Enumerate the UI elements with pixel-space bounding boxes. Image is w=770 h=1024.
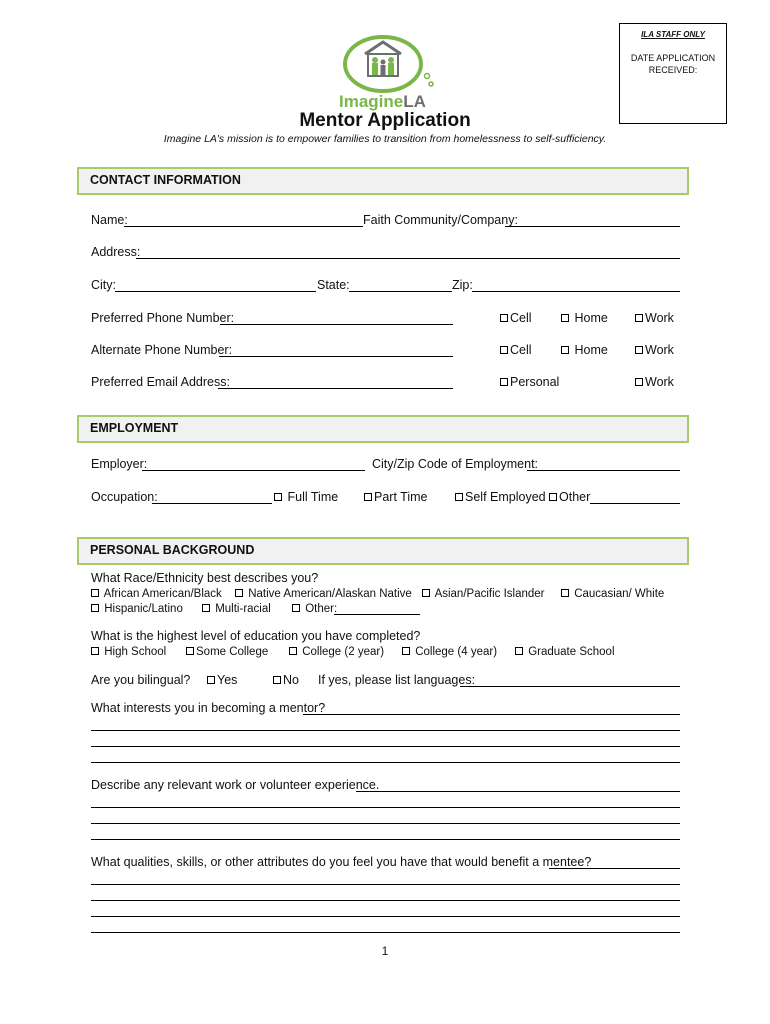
- preferred-email-label: Preferred Email Address:: [91, 375, 230, 389]
- state-label: State:: [317, 278, 350, 292]
- checkbox-icon: [235, 589, 243, 597]
- preferred-phone-cell-checkbox[interactable]: Cell: [500, 311, 532, 325]
- state-field[interactable]: [349, 291, 452, 292]
- preferred-email-field[interactable]: [218, 388, 453, 389]
- checkbox-icon: [292, 604, 300, 612]
- checkbox-icon: [186, 647, 194, 655]
- bilingual-yes-checkbox[interactable]: Yes: [207, 673, 237, 687]
- checkbox-icon: [422, 589, 430, 597]
- race-option-other[interactable]: Other:: [292, 602, 337, 616]
- background-heading: PERSONAL BACKGROUND: [90, 543, 255, 557]
- contact-section-header: [77, 167, 689, 195]
- address-field[interactable]: [136, 258, 680, 259]
- alternate-phone-home-checkbox[interactable]: Home: [561, 343, 608, 357]
- qualities-field-line-5[interactable]: [91, 932, 680, 933]
- employment-cityzip-field[interactable]: [527, 470, 680, 471]
- employer-label: Employer:: [91, 457, 148, 471]
- checkbox-icon: [500, 314, 508, 322]
- full-time-checkbox[interactable]: Full Time: [274, 490, 338, 504]
- checkbox-icon: [549, 493, 557, 501]
- logo-la-text: LA: [403, 92, 426, 111]
- experience-field-line-3[interactable]: [91, 823, 680, 824]
- race-question: What Race/Ethnicity best describes you?: [91, 571, 319, 585]
- bilingual-no-checkbox[interactable]: No: [273, 673, 299, 687]
- date-received-label-1: DATE APPLICATION: [630, 53, 716, 63]
- checkbox-icon: [202, 604, 210, 612]
- checkbox-icon: [515, 647, 523, 655]
- checkbox-icon: [561, 314, 569, 322]
- contact-heading: CONTACT INFORMATION: [90, 173, 241, 187]
- alternate-phone-field[interactable]: [219, 356, 453, 357]
- employment-heading: EMPLOYMENT: [90, 421, 179, 435]
- checkbox-icon: [500, 346, 508, 354]
- qualities-field-line-2[interactable]: [91, 884, 680, 885]
- name-field[interactable]: [124, 226, 363, 227]
- checkbox-icon: [91, 647, 99, 655]
- occupation-field[interactable]: [152, 503, 272, 504]
- alternate-phone-work-checkbox[interactable]: Work: [635, 343, 674, 357]
- race-other-field[interactable]: [334, 614, 420, 615]
- checkbox-icon: [289, 647, 297, 655]
- education-question: What is the highest level of education you have completed?: [91, 629, 421, 643]
- experience-question: Describe any relevant work or volunteer experience.: [91, 778, 380, 792]
- interest-question: What interests you in becoming a mentor?: [91, 701, 326, 715]
- checkbox-icon: [207, 676, 215, 684]
- checkbox-icon: [91, 604, 99, 612]
- race-option-asian-pacific[interactable]: Asian/Pacific Islander: [422, 587, 545, 601]
- qualities-field-line-1[interactable]: [549, 868, 680, 869]
- qualities-field-line-4[interactable]: [91, 916, 680, 917]
- employer-field[interactable]: [142, 470, 365, 471]
- race-option-hispanic[interactable]: Hispanic/Latino: [91, 602, 183, 616]
- edu-option-college-4[interactable]: College (4 year): [402, 645, 497, 659]
- languages-field[interactable]: [460, 686, 680, 687]
- alternate-phone-cell-checkbox[interactable]: Cell: [500, 343, 532, 357]
- checkbox-icon: [635, 378, 643, 386]
- other-employment-field[interactable]: [590, 503, 680, 504]
- logo-imagine-text: Imagine: [339, 92, 404, 111]
- email-work-checkbox[interactable]: Work: [635, 375, 674, 389]
- race-option-native-american[interactable]: Native American/Alaskan Native: [235, 587, 412, 601]
- occupation-label: Occupation:: [91, 490, 158, 504]
- checkbox-icon: [635, 346, 643, 354]
- experience-field-line-2[interactable]: [91, 807, 680, 808]
- race-option-multiracial[interactable]: Multi-racial: [202, 602, 271, 616]
- faith-company-field[interactable]: [505, 226, 680, 227]
- city-label: City:: [91, 278, 116, 292]
- preferred-phone-work-checkbox[interactable]: Work: [635, 311, 674, 325]
- experience-field-line-1[interactable]: [356, 791, 680, 792]
- email-personal-checkbox[interactable]: Personal: [500, 375, 559, 389]
- qualities-question: What qualities, skills, or other attributes do you feel you have that would benefit a mentee?: [91, 855, 592, 869]
- self-employed-checkbox[interactable]: Self Employed: [455, 490, 546, 504]
- background-section-header: [77, 537, 689, 565]
- edu-option-some-college[interactable]: Some College: [186, 645, 268, 659]
- date-received-label-2: RECEIVED:: [648, 65, 698, 75]
- zip-field[interactable]: [472, 291, 680, 292]
- interest-field-line-3[interactable]: [91, 746, 680, 747]
- employment-section-header: [77, 415, 689, 443]
- bilingual-question: Are you bilingual?: [91, 673, 191, 687]
- edu-option-college-2[interactable]: College (2 year): [289, 645, 384, 659]
- preferred-phone-label: Preferred Phone Number:: [91, 311, 235, 325]
- checkbox-icon: [274, 493, 282, 501]
- page-number: 1: [381, 944, 389, 958]
- address-label: Address:: [91, 245, 141, 259]
- race-option-african-american[interactable]: African American/Black: [91, 587, 222, 601]
- edu-option-graduate[interactable]: Graduate School: [515, 645, 615, 659]
- edu-option-high-school[interactable]: High School: [91, 645, 166, 659]
- checkbox-icon: [402, 647, 410, 655]
- checkbox-icon: [635, 314, 643, 322]
- staff-only-box: [619, 23, 727, 124]
- faith-company-label: Faith Community/Company:: [363, 213, 518, 227]
- checkbox-icon: [500, 378, 508, 386]
- checkbox-icon: [561, 589, 569, 597]
- checkbox-icon: [561, 346, 569, 354]
- zip-label: Zip:: [452, 278, 473, 292]
- city-field[interactable]: [115, 291, 316, 292]
- preferred-phone-field[interactable]: [220, 324, 453, 325]
- staff-only-title: ILA STAFF ONLY: [641, 30, 705, 39]
- logo-wordmark: [339, 92, 426, 112]
- interest-field-line-4[interactable]: [91, 762, 680, 763]
- name-label: Name:: [91, 213, 128, 227]
- part-time-checkbox[interactable]: Part Time: [364, 490, 428, 504]
- qualities-field-line-3[interactable]: [91, 900, 680, 901]
- alternate-phone-label: Alternate Phone Number:: [91, 343, 233, 357]
- mission-statement: Imagine LA's mission is to empower families to transition from homelessness to self-sufficiency.: [163, 133, 607, 145]
- checkbox-icon: [91, 589, 99, 597]
- race-option-caucasian[interactable]: Caucasian/ White: [561, 587, 664, 601]
- checkbox-icon: [273, 676, 281, 684]
- experience-field-line-4[interactable]: [91, 839, 680, 840]
- languages-label: If yes, please list languages:: [318, 673, 476, 687]
- checkbox-icon: [364, 493, 372, 501]
- imagine-la-logo: [335, 32, 445, 112]
- employment-cityzip-label: City/Zip Code of Employment:: [372, 457, 539, 471]
- interest-field-line-2[interactable]: [91, 730, 680, 731]
- interest-field-line-1[interactable]: [303, 714, 680, 715]
- preferred-phone-home-checkbox[interactable]: Home: [561, 311, 608, 325]
- checkbox-icon: [455, 493, 463, 501]
- other-employment-checkbox[interactable]: Other: [549, 490, 590, 504]
- page-title: Mentor Application: [299, 110, 471, 131]
